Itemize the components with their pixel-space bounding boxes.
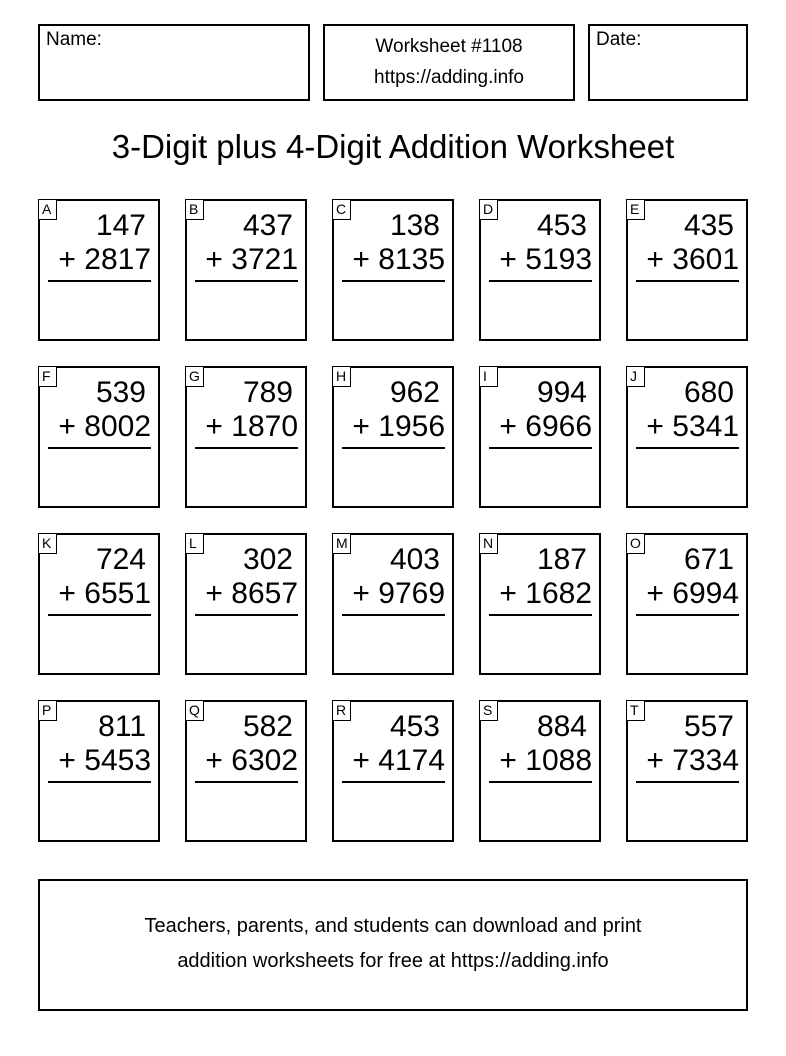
problem-top-number: 539 [95, 376, 146, 409]
problem-letter: F [38, 366, 57, 387]
problem-bottom-number: + 1682 [499, 577, 592, 610]
answer-line [489, 447, 592, 449]
problem-bottom-number: + 1088 [499, 744, 592, 777]
problem-box[interactable] [332, 533, 454, 675]
page-title: 3-Digit plus 4-Digit Addition Worksheet [111, 128, 675, 165]
problem-letter: M [332, 533, 351, 554]
answer-line [195, 614, 298, 616]
problem-letter: B [185, 199, 204, 220]
problem-bottom-number: + 9769 [352, 577, 445, 610]
answer-line [636, 781, 739, 783]
problem-bottom-number: + 1870 [205, 410, 298, 443]
problem-box[interactable] [626, 366, 748, 508]
problem-bottom-number: + 8657 [205, 577, 298, 610]
problem-top-number: 582 [242, 710, 293, 743]
problem-letter: K [38, 533, 57, 554]
problem-box[interactable] [38, 366, 160, 508]
problem-letter: D [479, 199, 498, 220]
problem-bottom-number: + 4174 [352, 744, 445, 777]
problem-letter: Q [185, 700, 204, 721]
answer-line [636, 614, 739, 616]
problem-box[interactable] [626, 199, 748, 341]
problem-letter: N [479, 533, 498, 554]
answer-line [342, 781, 445, 783]
answer-line [342, 447, 445, 449]
problem-box[interactable] [626, 533, 748, 675]
answer-line [636, 280, 739, 282]
problem-top-number: 453 [536, 209, 587, 242]
worksheet-url: https://adding.info [374, 67, 524, 88]
problem-top-number: 884 [536, 710, 587, 743]
problem-bottom-number: + 2817 [58, 243, 151, 276]
problem-bottom-number: + 6994 [646, 577, 739, 610]
problem-box[interactable] [626, 700, 748, 842]
footer-line-1: Teachers, parents, and students can download and print [144, 915, 642, 937]
problem-top-number: 671 [683, 543, 734, 576]
problem-letter: G [185, 366, 204, 387]
problem-box[interactable] [479, 366, 601, 508]
problem-top-number: 557 [683, 710, 734, 743]
problem-box[interactable] [185, 700, 307, 842]
problem-box[interactable] [332, 700, 454, 842]
problem-letter: L [185, 533, 204, 554]
answer-line [342, 614, 445, 616]
answer-line [489, 781, 592, 783]
problem-bottom-number: + 5341 [646, 410, 739, 443]
problem-letter: H [332, 366, 351, 387]
problem-letter: E [626, 199, 645, 220]
answer-line [342, 280, 445, 282]
problem-top-number: 187 [536, 543, 587, 576]
problem-top-number: 147 [95, 209, 146, 242]
answer-line [48, 447, 151, 449]
problem-top-number: 138 [389, 209, 440, 242]
name-box[interactable] [38, 24, 310, 101]
answer-line [195, 781, 298, 783]
footer-line-2: addition worksheets for free at https://adding.info [177, 950, 609, 972]
problem-top-number: 437 [242, 209, 293, 242]
problem-box[interactable] [38, 533, 160, 675]
problem-letter: J [626, 366, 645, 387]
problem-box[interactable] [332, 366, 454, 508]
problem-top-number: 453 [389, 710, 440, 743]
problem-bottom-number: + 8002 [58, 410, 151, 443]
problem-top-number: 789 [242, 376, 293, 409]
problem-letter: C [332, 199, 351, 220]
problem-top-number: 302 [242, 543, 293, 576]
problem-top-number: 811 [98, 710, 146, 743]
answer-line [48, 280, 151, 282]
problem-letter: R [332, 700, 351, 721]
problem-top-number: 724 [95, 543, 146, 576]
problem-letter: T [626, 700, 645, 721]
problem-bottom-number: + 8135 [352, 243, 445, 276]
problem-bottom-number: + 3601 [646, 243, 739, 276]
problem-top-number: 403 [389, 543, 440, 576]
answer-line [636, 447, 739, 449]
problem-top-number: 994 [536, 376, 587, 409]
problem-letter: P [38, 700, 57, 721]
problem-letter: A [38, 199, 57, 220]
name-label: Name: [46, 29, 102, 50]
problem-box[interactable] [479, 533, 601, 675]
answer-line [195, 280, 298, 282]
problem-box[interactable] [479, 199, 601, 341]
problem-letter: I [479, 366, 498, 387]
footer-box [38, 879, 748, 1011]
date-box[interactable] [588, 24, 748, 101]
problem-letter: S [479, 700, 498, 721]
problem-bottom-number: + 7334 [646, 744, 739, 777]
problem-bottom-number: + 6551 [58, 577, 151, 610]
worksheet-info-box [323, 24, 575, 101]
problem-box[interactable] [185, 199, 307, 341]
problem-bottom-number: + 1956 [352, 410, 445, 443]
problem-bottom-number: + 5193 [499, 243, 592, 276]
answer-line [48, 614, 151, 616]
problem-box[interactable] [185, 533, 307, 675]
answer-line [489, 280, 592, 282]
problem-top-number: 680 [683, 376, 734, 409]
problem-letter: O [626, 533, 645, 554]
date-label: Date: [596, 29, 642, 50]
problem-box[interactable] [479, 700, 601, 842]
problem-bottom-number: + 5453 [58, 744, 151, 777]
answer-line [489, 614, 592, 616]
answer-line [48, 781, 151, 783]
problem-top-number: 962 [389, 376, 440, 409]
answer-line [195, 447, 298, 449]
problem-bottom-number: + 6302 [205, 744, 298, 777]
problem-top-number: 435 [683, 209, 734, 242]
problem-box[interactable] [185, 366, 307, 508]
problem-bottom-number: + 3721 [205, 243, 298, 276]
worksheet-number: Worksheet #1108 [375, 36, 523, 57]
problem-bottom-number: + 6966 [499, 410, 592, 443]
problem-box[interactable] [38, 700, 160, 842]
problem-box[interactable] [332, 199, 454, 341]
problem-box[interactable] [38, 199, 160, 341]
